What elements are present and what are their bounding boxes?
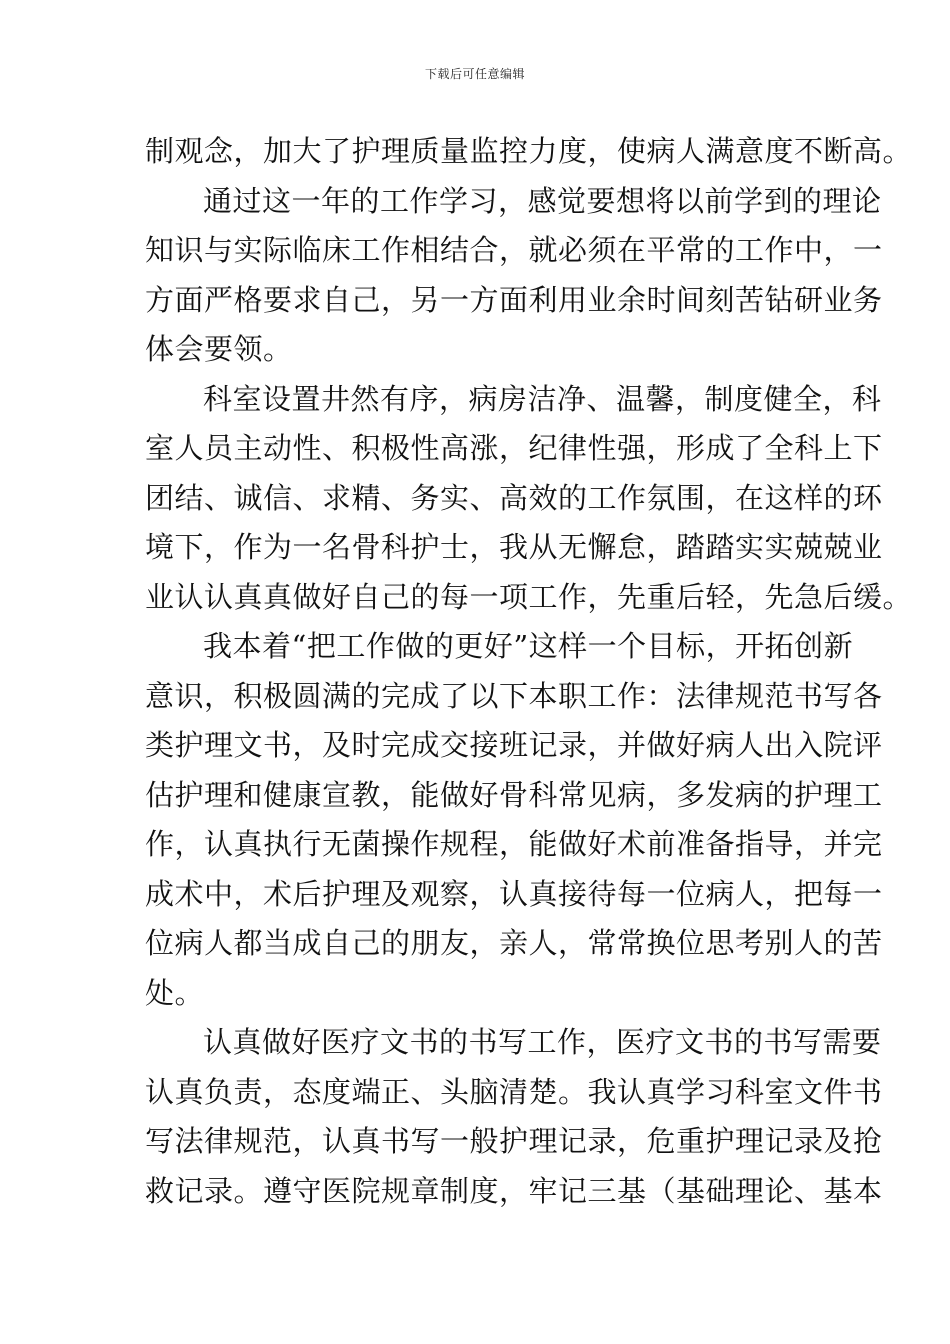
text-line: 类护理文书，及时完成交接班记录，并做好病人出入院评 [145,728,883,762]
text-line: 境下，作为一名骨科护士，我从无懈怠，踏踏实实兢兢业 [145,530,883,564]
text-line: 成术中，术后护理及观察，认真接待每一位病人，把每一 [145,876,883,911]
text-line: 作，认真执行无菌操作规程，能做好术前准备指导，并完 [145,827,883,861]
text-line: 科室设置井然有序，病房洁净、温馨，制度健全，科 [203,381,882,416]
text-line: 室人员主动性、积极性高涨，纪律性强，形成了全科上下 [145,431,883,465]
text-line: 意识，积极圆满的完成了以下本职工作：法律规范书写各 [145,678,883,713]
text-line: 救记录。遵守医院规章制度，牢记三基（基础理论、基本 [145,1173,883,1208]
text-line: 写法律规范，认真书写一般护理记录，危重护理记录及抢 [145,1124,883,1158]
text-line: 认真负责，态度端正、头脑清楚。我认真学习科室文件书 [145,1074,883,1109]
text-line: 我本着“把工作做的更好”这样一个目标，开拓创新 [203,629,854,663]
document-body [145,127,913,1216]
text-line: 知识与实际临床工作相结合，就必须在平常的工作中，一 [145,233,883,267]
text-line: 处。 [145,975,205,1010]
header-note: 下载后可任意编辑 [424,67,525,81]
text-line: 业认认真真做好自己的每一项工作，先重后轻，先急后缓。 [145,579,913,614]
text-line: 方面严格要求自己，另一方面利用业余时间刻苦钻研业务 [145,282,883,317]
text-line: 体会要领。 [145,332,293,366]
text-line: 位病人都当成自己的朋友，亲人，常常换位思考别人的苦 [145,926,883,960]
text-line: 制观念，加大了护理质量监控力度，使病人满意度不断高。 [145,134,913,168]
text-line: 通过这一年的工作学习，感觉要想将以前学到的理论 [203,183,882,218]
text-line: 估护理和健康宣教，能做好骨科常见病，多发病的护理工 [145,777,883,812]
text-line: 团结、诚信、求精、务实、高效的工作氛围，在这样的环 [145,480,883,515]
text-line: 认真做好医疗文书的书写工作，医疗文书的书写需要 [203,1025,882,1059]
